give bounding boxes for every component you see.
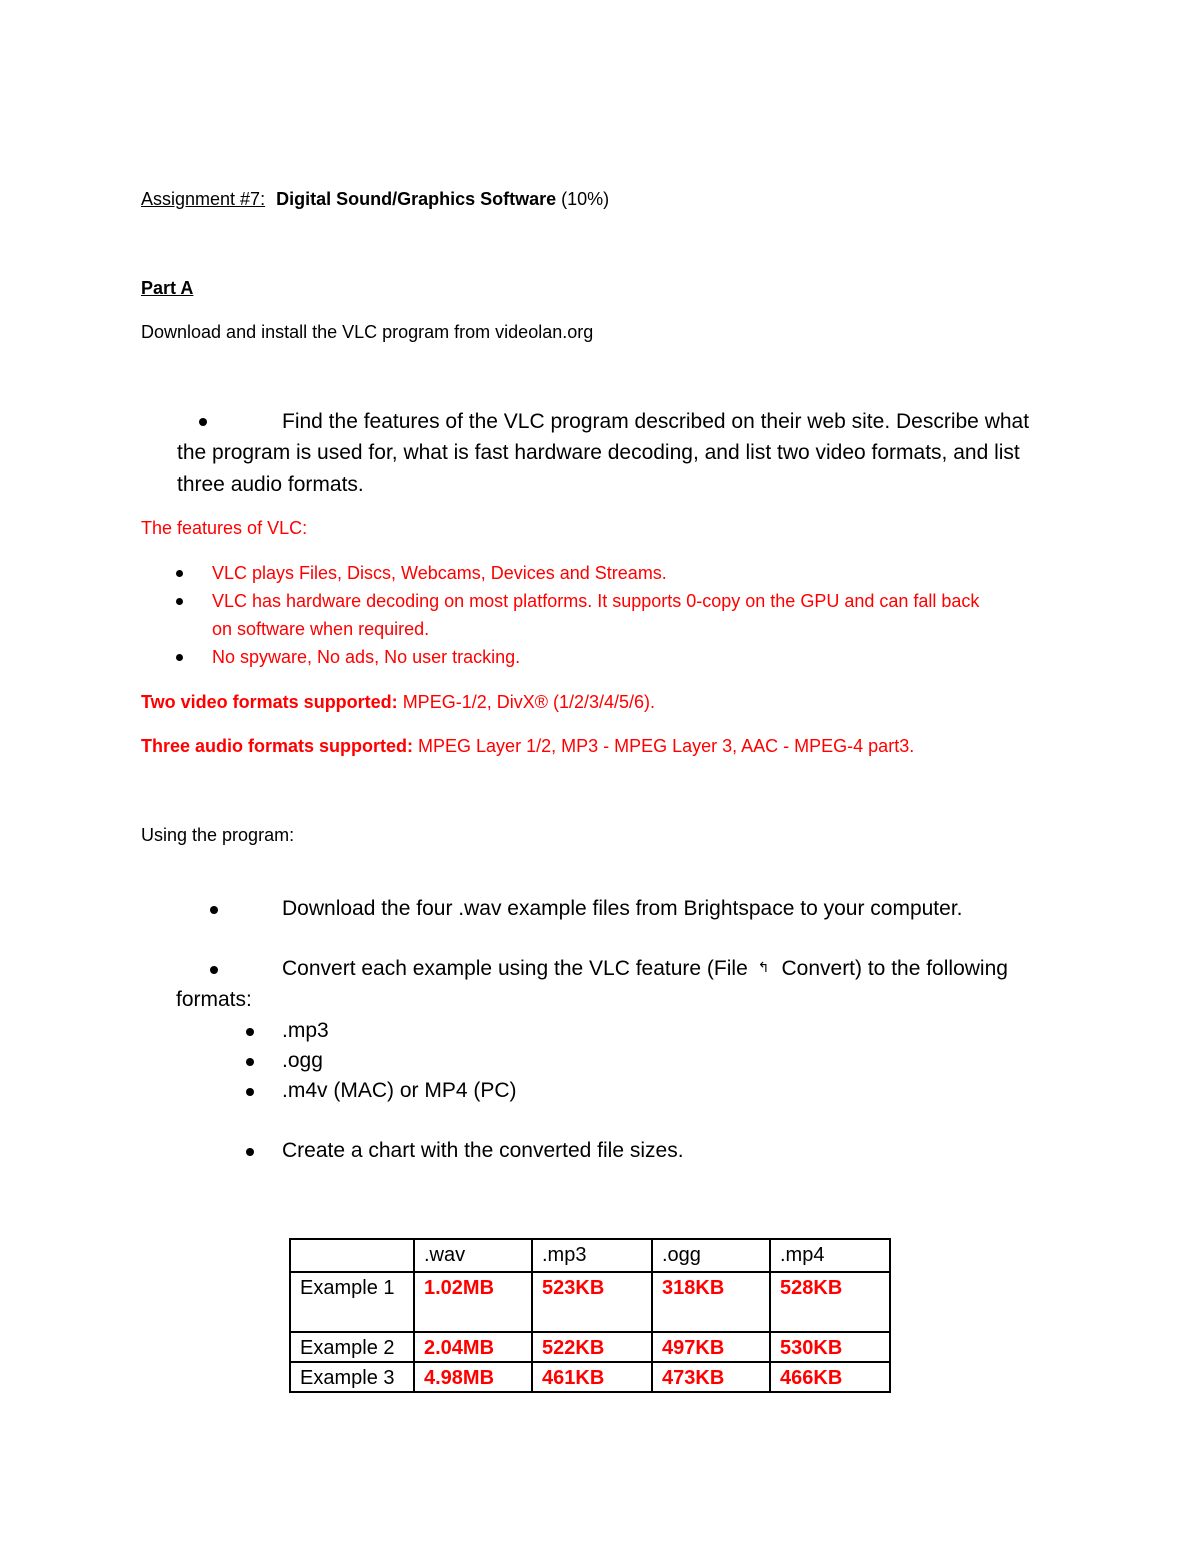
bullet-icon <box>246 1058 254 1066</box>
table-cell: 1.02MB <box>414 1272 532 1332</box>
table-header-cell <box>290 1239 414 1272</box>
task3-line2: formats: <box>176 988 252 1011</box>
bullet-icon <box>246 1148 254 1156</box>
table-cell: 530KB <box>770 1332 890 1362</box>
task3-before: Convert each example using the VLC feature (File <box>282 957 748 980</box>
task1-line1: Find the features of the VLC program described on their web site. Describe what <box>282 410 1030 433</box>
table-header-cell: .ogg <box>652 1239 770 1272</box>
bullet-icon <box>199 418 207 426</box>
part-a-heading: Part A <box>141 278 194 298</box>
bullet-icon <box>246 1028 254 1036</box>
using-heading: Using the program: <box>141 825 295 845</box>
table-cell: 522KB <box>532 1332 652 1362</box>
table-cell: 318KB <box>652 1272 770 1332</box>
task4: Create a chart with the converted file sizes. <box>282 1139 684 1162</box>
table-cell: 2.04MB <box>414 1332 532 1362</box>
features-heading: The features of VLC: <box>141 518 308 538</box>
title-main: Digital Sound/Graphics Software <box>276 189 557 209</box>
task2: Download the four .wav example files from Brightspace to your computer. <box>282 897 963 920</box>
table-cell: 4.98MB <box>414 1362 532 1392</box>
format-item: .mp3 <box>282 1019 329 1042</box>
bullet-icon <box>246 1088 254 1096</box>
table-row <box>290 1362 890 1392</box>
audio-formats-label: Three audio formats supported: <box>141 736 414 756</box>
task1-line3: three audio formats. <box>177 473 364 496</box>
task3-after: Convert) to the following <box>781 957 1008 980</box>
title-suffix: (10%) <box>561 189 610 209</box>
table-cell: 473KB <box>652 1362 770 1392</box>
audio-formats-line <box>141 736 914 757</box>
table-cell: 497KB <box>652 1332 770 1362</box>
table-row <box>290 1332 890 1362</box>
table-header-cell: .wav <box>414 1239 532 1272</box>
feature-item: No spyware, No ads, No user tracking. <box>212 647 521 667</box>
table-cell: 466KB <box>770 1362 890 1392</box>
bullet-icon <box>176 654 183 661</box>
row-label: Example 2 <box>290 1332 414 1362</box>
bullet-icon <box>176 570 183 577</box>
table-header-cell: .mp3 <box>532 1239 652 1272</box>
table-cell: 528KB <box>770 1272 890 1332</box>
row-label: Example 1 <box>290 1272 414 1332</box>
assignment-title <box>141 189 609 210</box>
task3-line1 <box>282 957 1008 981</box>
table-cell: 523KB <box>532 1272 652 1332</box>
table-header-cell: .mp4 <box>770 1239 890 1272</box>
feature-item: VLC plays Files, Discs, Webcams, Devices and Streams. <box>212 563 667 583</box>
task1-line2: the program is used for, what is fast hardware decoding, and list two video formats, and list <box>177 441 1020 464</box>
row-label: Example 3 <box>290 1362 414 1392</box>
audio-formats-value: MPEG Layer 1/2, MP3 - MPEG Layer 3, AAC - MPEG-4 part3. <box>413 736 915 756</box>
feature-item-continued: on software when required. <box>212 619 430 639</box>
file-size-table <box>289 1238 891 1393</box>
video-formats-line <box>141 692 655 713</box>
table-header-row <box>290 1239 890 1272</box>
title-prefix: Assignment #7: <box>141 189 266 209</box>
bullet-icon <box>210 906 218 914</box>
format-item: .ogg <box>282 1049 323 1072</box>
feature-item: VLC has hardware decoding on most platforms. It supports 0-copy on the GPU and can fall back <box>212 591 980 611</box>
bullet-icon <box>176 598 183 605</box>
table-cell: 461KB <box>532 1362 652 1392</box>
format-item: .m4v (MAC) or MP4 (PC) <box>282 1079 517 1102</box>
return-arrow-icon: ↰ <box>757 959 770 975</box>
part-a-instruction: Download and install the VLC program from videolan.org <box>141 322 594 342</box>
video-formats-label: Two video formats supported: <box>141 692 398 712</box>
bullet-icon <box>210 966 218 974</box>
table-row <box>290 1272 890 1332</box>
video-formats-value: MPEG-1/2, DivX® (1/2/3/4/5/6). <box>397 692 656 712</box>
